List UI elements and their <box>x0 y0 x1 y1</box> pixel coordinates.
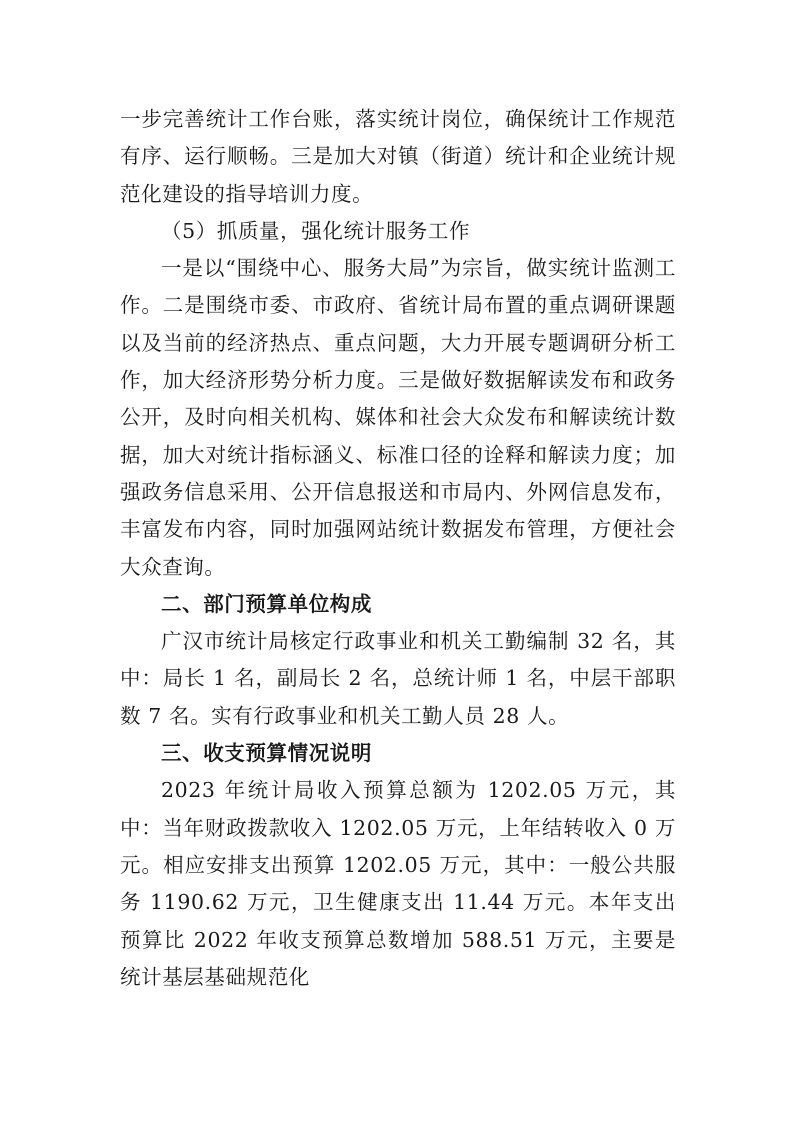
subsection-heading-quality: （5）抓质量，强化统计服务工作 <box>161 218 471 243</box>
section-heading-budget-units: 二、部门预算单位构成 <box>161 591 372 616</box>
paragraph-staffing: 广汉市统计局核定行政事业和机关工勤编制 32 名，其中：局长 1 名，副局长 2 名，总统计师 1 名，中层干部职数 7 名。实有行政事业和机关工勤人员 28 人。 <box>120 629 676 728</box>
document-body <box>120 101 676 996</box>
paragraph-work-ledger: 一步完善统计工作台账，落实统计岗位，确保统计工作规范有序、运行顺畅。三是加大对镇（街道）统计和企业统计规范化建设的指导培训力度。 <box>120 107 676 206</box>
paragraph-budget-figures: 2023 年统计局收入预算总额为 1202.05 万元，其中：当年财政拨款收入 1202.05 万元，上年结转收入 0 万元。相应安排支出预算 1202.05 万元，其中：一般公共服务 1190.62 万元，卫生健康支出 11.44 万元。本年支出预算比 2022 年收支预算总数增加 588.51 万元，主要是统计基层基础规范化 <box>120 778 676 989</box>
section-heading-budget-explanation: 三、收支预算情况说明 <box>161 741 372 766</box>
paragraph-statistical-service: 一是以“围绕中心、服务大局”为宗旨，做实统计监测工作。二是围绕市委、市政府、省统计局布置的重点调研课题以及当前的经济热点、重点问题，大力开展专题调研分析工作，加大经济形势分析力度。三是做好数据解读发布和政务公开，及时向相关机构、媒体和社会大众发布和解读统计数据，加大对统计指标涵义、标准口径的诠释和解读力度；加强政务信息采用、公开信息报送和市局内、外网信息发布，丰富发布内容，同时加强网站统计数据发布管理，方便社会大众查询。 <box>120 256 676 579</box>
